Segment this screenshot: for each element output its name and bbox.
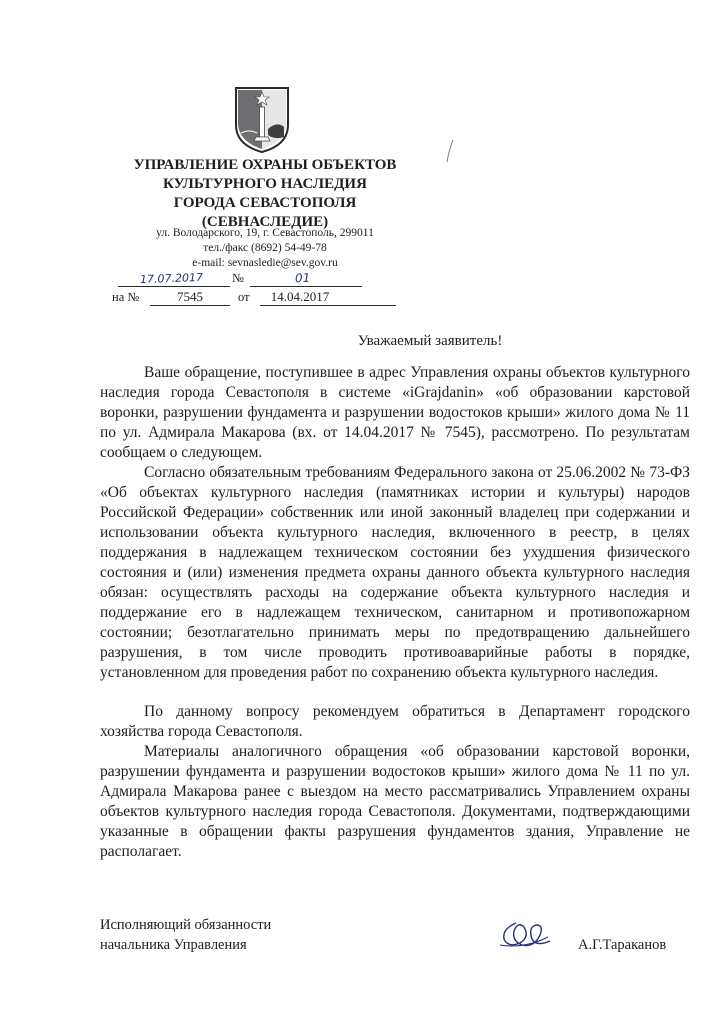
outgoing-number-handwritten: 01 — [294, 270, 311, 286]
number-label: № — [232, 271, 244, 285]
signatory-title-line2: начальника Управления — [100, 937, 247, 953]
from-label: от — [238, 290, 250, 304]
body-paragraph-2 — [100, 463, 690, 683]
in-reply-date-line — [260, 305, 396, 306]
coat-of-arms-icon — [233, 85, 291, 155]
org-address: ул. Володарского, 19, г. Севастополь, 299011 — [156, 227, 374, 239]
pen-mark — [443, 138, 457, 164]
body-paragraph-1 — [100, 363, 690, 463]
signatory-title-line1: Исполняющий обязанности — [100, 917, 272, 933]
handwritten-signature — [496, 915, 556, 953]
org-name-line2: КУЛЬТУРНОГО НАСЛЕДИЯ — [163, 176, 367, 192]
body-paragraph-3-text: По данному вопросу рекомендуем обратиться в Департамент городского хозяйства города Севастополя. — [100, 703, 690, 740]
body-paragraph-4 — [100, 742, 690, 862]
body-paragraph-4-text: Материалы аналогичного обращения «об образовании карстовой воронки, разрушении фундамента и разрушении водостоков крыши» жилого дома № 11 по ул. Адмирала Макарова ранее с выездом на место рассматривались Управлением охраны объектов культурного наследия города Севастополя. Документами, подтверждающими указанные в обращении факты разрушения фундаментов здания, Управление не располагает. — [100, 743, 690, 860]
body-paragraph-1-text: Ваше обращение, поступившее в адрес Управления охраны объектов культурного наследия города Севастополя в системе «iGrajdanin» «об образовании карстовой воронки, разрушении фундамента и разрушении водостоков крыши» жилого дома № 11 по ул. Адмирала Макарова (вх. от 14.04.2017 № 7545), рассмотрено. По результатам сообщаем о следующем. — [100, 364, 690, 461]
org-phone: тел./факс (8692) 54-49-78 — [203, 242, 327, 254]
body-paragraph-3 — [100, 702, 690, 742]
body-paragraph-2-text: Согласно обязательным требованиям Федерального закона от 25.06.2002 № 73-ФЗ «Об объектах культурного наследия (памятниках истории и культуры) народов Российской Федерации» собственник или иной законный владелец при содержании и использовании объекта культурного наследия, включенного в реестр, в целях поддержания в надлежащем техническом состоянии без ухудшения физического состояния и (или) изменения предмета охраны данного объекта культурного наследия обязан: осуществлять расходы на содержание объекта культурного наследия и поддержание его в надлежащем техническом, санитарном и противопожарном состоянии; безотлагательно принимать меры по предотвращению дальнейшего разрушения, в том числе проводить противоаварийные работы в порядке, установленном для проведения работ по сохранению объекта культурного наследия. — [100, 464, 690, 681]
in-reply-number-line — [150, 305, 230, 306]
outgoing-date-line — [118, 286, 230, 287]
org-name-line1: УПРАВЛЕНИЕ ОХРАНЫ ОБЪЕКТОВ — [133, 157, 397, 173]
outgoing-number-line — [250, 286, 362, 287]
signatory-name: А.Г.Тараканов — [578, 937, 667, 953]
org-email: e-mail: sevnasledie@sev.gov.ru — [192, 257, 338, 269]
in-reply-date: 14.04.2017 — [270, 289, 330, 304]
outgoing-date-handwritten: 17.07.2017 — [139, 270, 204, 287]
salutation: Уважаемый заявитель! — [357, 333, 503, 349]
org-name-line3: ГОРОДА СЕВАСТОПОЛЯ — [173, 195, 357, 211]
in-reply-number: 7545 — [177, 289, 203, 304]
org-name-line4: (СЕВНАСЛЕДИЕ) — [201, 214, 329, 230]
in-reply-label: на № — [112, 290, 140, 304]
